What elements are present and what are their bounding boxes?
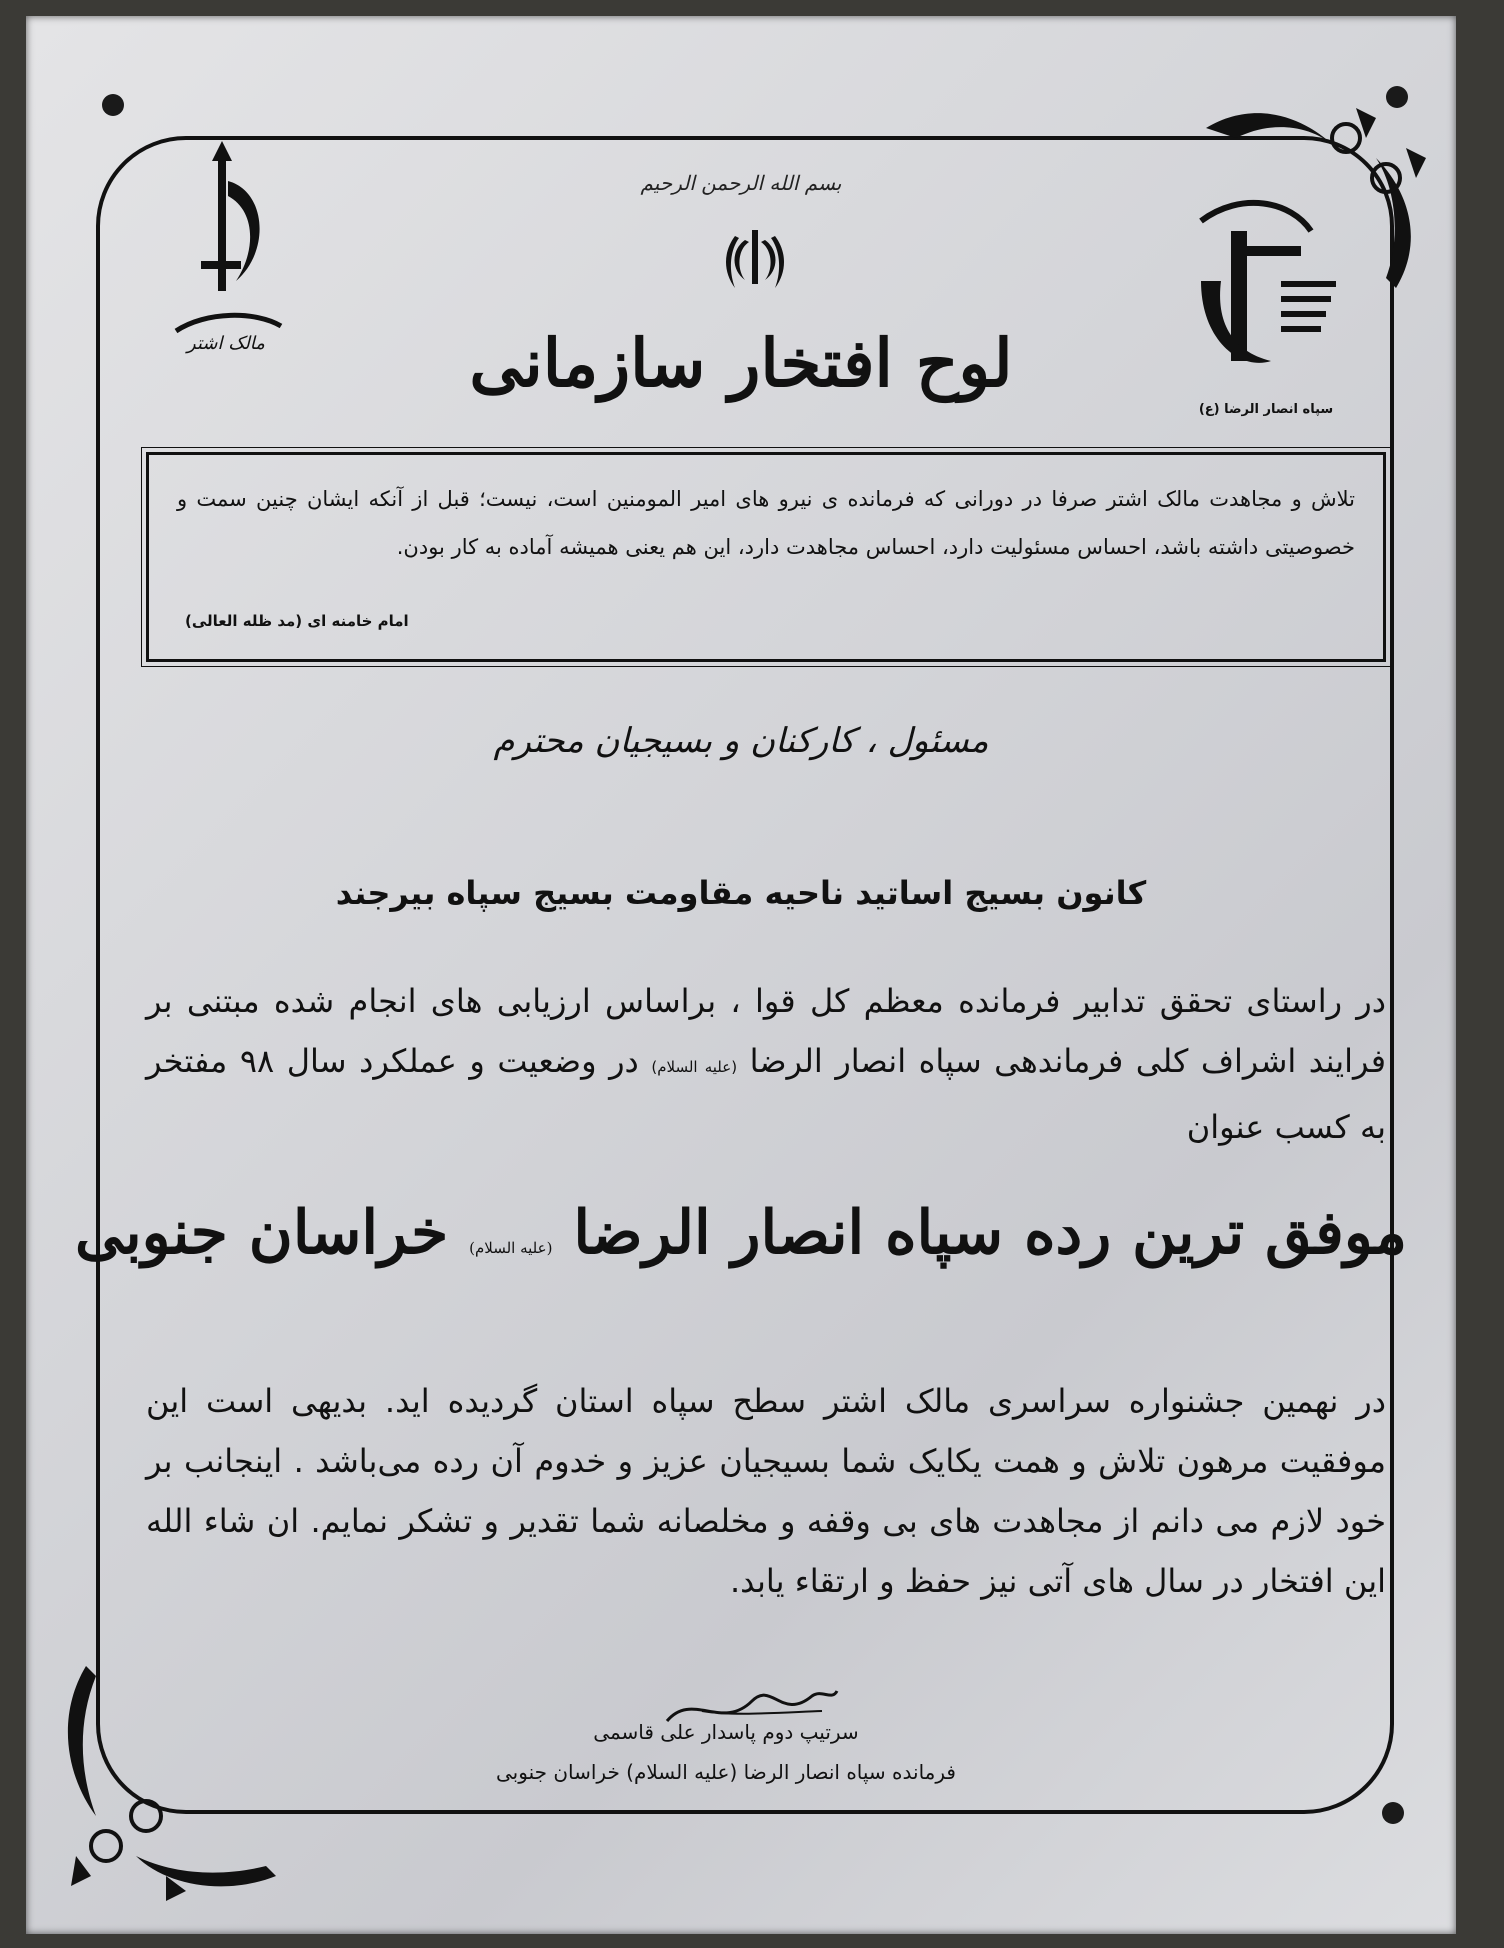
quote-text: تلاش و مجاهدت مالک اشتر صرفا در دورانی که فرمانده ی نیرو های امیر المومنین است، نیست؛ قبل از آنکه ایشان چنین سمت و خصوصیتی داشته باشد، احساس مسئولیت دارد، احساس مجاهدت دارد، این هم یعنی همیشه آماده به کار بودن. [177, 487, 1355, 559]
signer-title: فرمانده سپاه انصار الرضا (علیه السلام) خراسان جنوبی [496, 1760, 956, 1784]
corner-ornament-bottom-left [46, 1646, 296, 1906]
body-paragraph-1 [146, 971, 1386, 1157]
quote-author: امام خامنه ای (مد ظله العالی) [185, 612, 409, 630]
achievement-honorific: (علیه السلام) [469, 1239, 553, 1257]
page-title: لوح افتخار سازمانی [469, 324, 1013, 402]
recipient: کانون بسیج اساتید ناحیه مقاومت بسیج سپاه بیرجند [335, 874, 1147, 912]
achievement-before: موفق ترین رده سپاه انصار الرضا [573, 1198, 1408, 1268]
signer-name: سرتیپ دوم پاسدار علی قاسمی [593, 1720, 859, 1744]
iran-emblem-icon [723, 226, 787, 290]
body1-before: در راستای تحقق تدابیر فرمانده معظم کل قوا ، براساس ارزیابی های انجام شده مبتنی بر فرایند اشراف کلی فرماندهی سپاه انصار الرضا [146, 982, 1387, 1080]
greeting: مسئول ، کارکنان و بسیجیان محترم [493, 721, 989, 761]
body1-after: در وضعیت و عملکرد سال ۹۸ مفتخر به کسب عنوان [146, 1042, 1386, 1146]
left-logo-caption: مالک اشتر [187, 333, 265, 354]
right-logo-caption: سپاه انصار الرضا (ع) [1198, 402, 1334, 417]
body1-honorific: (علیه السلام) [651, 1058, 738, 1076]
quote-box [146, 452, 1386, 662]
screw-top-left [102, 94, 124, 116]
bismillah: بسم الله الرحمن الرحیم [640, 171, 842, 195]
signature-block [426, 1712, 1026, 1792]
body-paragraph-2: در نهمین جشنواره سراسری مالک اشتر سطح سپاه استان گردیده اید. بدیهی است این موفقیت مرهون تلاش و همت یکایک شما بسیجیان عزیز و خدوم آن رده می‌باشد . اینجانب بر خود لازم می دانم از مجاهدت های بی وقفه و مخلصانه شما تقدیر و تشکر نمایم. ان شاء الله این افتخار در سال های آتی نیز حفظ و ارتقاء یابد. [146, 1382, 1386, 1600]
achievement-after: خراسان جنوبی [74, 1198, 449, 1268]
achievement-title [26, 1198, 1456, 1268]
screw-bottom-right [1382, 1802, 1404, 1824]
plaque [26, 16, 1456, 1934]
